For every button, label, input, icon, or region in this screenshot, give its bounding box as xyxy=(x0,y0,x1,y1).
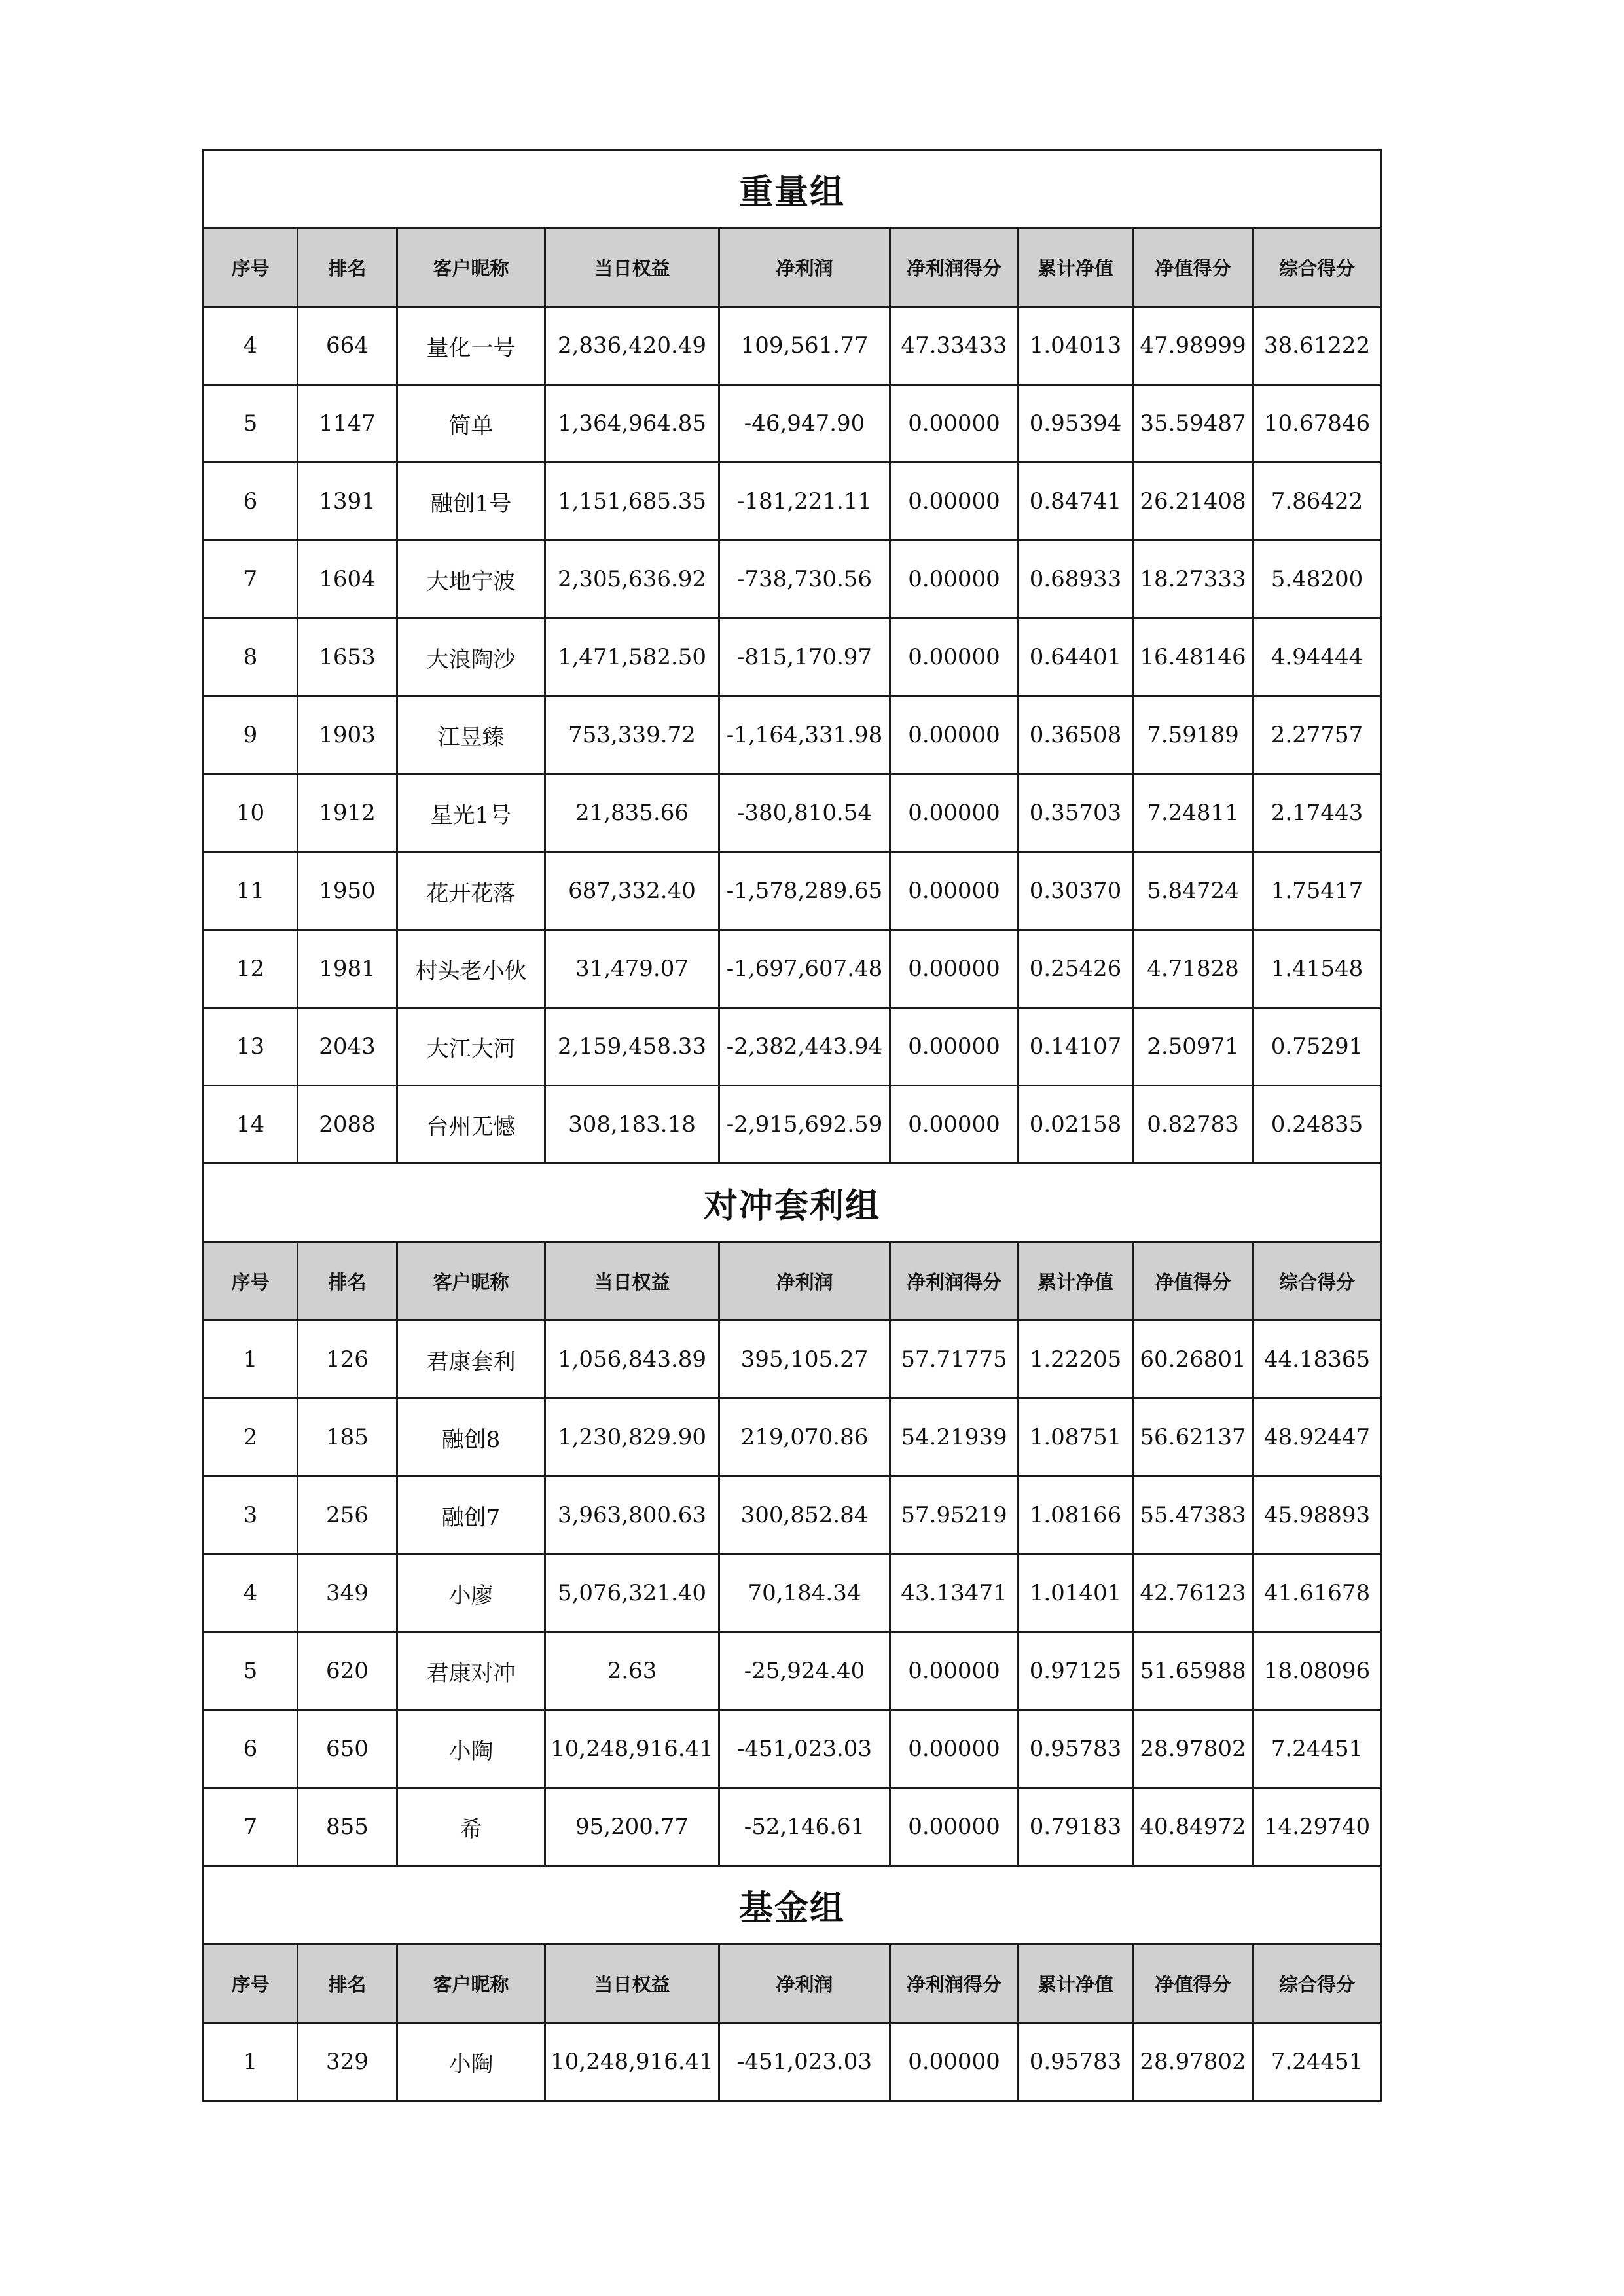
cell-rank: 1604 xyxy=(298,541,397,619)
column-header-rank: 排名 xyxy=(298,1242,397,1321)
cell-total-score: 18.08096 xyxy=(1254,1632,1381,1710)
table-row xyxy=(204,463,1381,541)
table-row xyxy=(204,307,1381,385)
cell-profit-score: 0.00000 xyxy=(890,1788,1019,1866)
cell-rank: 1147 xyxy=(298,385,397,463)
cell-equity: 1,230,829.90 xyxy=(545,1399,719,1477)
cell-nickname: 融创1号 xyxy=(397,463,545,541)
cell-total-score: 48.92447 xyxy=(1254,1399,1381,1477)
cell-nickname: 小廖 xyxy=(397,1554,545,1632)
cell-nickname: 融创8 xyxy=(397,1399,545,1477)
cell-rank: 1903 xyxy=(298,696,397,774)
cell-nickname: 简单 xyxy=(397,385,545,463)
cell-equity: 2,305,636.92 xyxy=(545,541,719,619)
cell-equity: 1,364,964.85 xyxy=(545,385,719,463)
cell-index: 5 xyxy=(204,385,298,463)
table-row xyxy=(204,930,1381,1008)
column-header-total-score: 综合得分 xyxy=(1254,1242,1381,1321)
cell-equity: 753,339.72 xyxy=(545,696,719,774)
cell-total-score: 1.41548 xyxy=(1254,930,1381,1008)
column-header-row xyxy=(204,1242,1381,1321)
cell-index: 1 xyxy=(204,2023,298,2101)
cell-index: 13 xyxy=(204,1008,298,1086)
column-header-nickname: 客户昵称 xyxy=(397,1242,545,1321)
cell-total-score: 45.98893 xyxy=(1254,1477,1381,1554)
cell-nav-score: 55.47383 xyxy=(1133,1477,1254,1554)
cell-profit-score: 0.00000 xyxy=(890,1086,1019,1164)
cell-nav-score: 18.27333 xyxy=(1133,541,1254,619)
table-row xyxy=(204,2023,1381,2101)
cell-cum-nav: 1.08166 xyxy=(1019,1477,1133,1554)
cell-index: 10 xyxy=(204,774,298,852)
cell-nickname: 量化一号 xyxy=(397,307,545,385)
cell-total-score: 7.86422 xyxy=(1254,463,1381,541)
cell-profit-score: 0.00000 xyxy=(890,774,1019,852)
cell-nav-score: 16.48146 xyxy=(1133,619,1254,696)
group-title-row xyxy=(204,1866,1381,1945)
column-header-nav-score: 净值得分 xyxy=(1133,228,1254,307)
cell-nav-score: 56.62137 xyxy=(1133,1399,1254,1477)
cell-net-profit: -2,915,692.59 xyxy=(719,1086,890,1164)
cell-profit-score: 0.00000 xyxy=(890,1008,1019,1086)
column-header-profit-score: 净利润得分 xyxy=(890,228,1019,307)
cell-index: 4 xyxy=(204,307,298,385)
column-header-net-profit: 净利润 xyxy=(719,1945,890,2023)
cell-net-profit: -1,578,289.65 xyxy=(719,852,890,930)
cell-index: 4 xyxy=(204,1554,298,1632)
cell-equity: 2,836,420.49 xyxy=(545,307,719,385)
group-title: 重量组 xyxy=(204,150,1381,228)
cell-profit-score: 0.00000 xyxy=(890,1710,1019,1788)
cell-index: 6 xyxy=(204,1710,298,1788)
cell-rank: 126 xyxy=(298,1321,397,1399)
cell-profit-score: 57.71775 xyxy=(890,1321,1019,1399)
cell-index: 5 xyxy=(204,1632,298,1710)
cell-nav-score: 40.84972 xyxy=(1133,1788,1254,1866)
cell-nav-score: 42.76123 xyxy=(1133,1554,1254,1632)
cell-cum-nav: 1.22205 xyxy=(1019,1321,1133,1399)
cell-rank: 650 xyxy=(298,1710,397,1788)
cell-rank: 256 xyxy=(298,1477,397,1554)
column-header-cum-nav: 累计净值 xyxy=(1019,1945,1133,2023)
cell-nickname: 小陶 xyxy=(397,1710,545,1788)
cell-equity: 2.63 xyxy=(545,1632,719,1710)
cell-rank: 1981 xyxy=(298,930,397,1008)
cell-cum-nav: 0.95783 xyxy=(1019,1710,1133,1788)
cell-profit-score: 0.00000 xyxy=(890,2023,1019,2101)
cell-nickname: 融创7 xyxy=(397,1477,545,1554)
cell-cum-nav: 0.02158 xyxy=(1019,1086,1133,1164)
cell-equity: 10,248,916.41 xyxy=(545,1710,719,1788)
cell-net-profit: 395,105.27 xyxy=(719,1321,890,1399)
cell-net-profit: -46,947.90 xyxy=(719,385,890,463)
cell-net-profit: -25,924.40 xyxy=(719,1632,890,1710)
cell-index: 8 xyxy=(204,619,298,696)
cell-total-score: 0.24835 xyxy=(1254,1086,1381,1164)
cell-nickname: 希 xyxy=(397,1788,545,1866)
cell-net-profit: -2,382,443.94 xyxy=(719,1008,890,1086)
cell-net-profit: -1,697,607.48 xyxy=(719,930,890,1008)
cell-index: 6 xyxy=(204,463,298,541)
cell-net-profit: -451,023.03 xyxy=(719,2023,890,2101)
cell-equity: 1,056,843.89 xyxy=(545,1321,719,1399)
cell-rank: 620 xyxy=(298,1632,397,1710)
cell-nav-score: 60.26801 xyxy=(1133,1321,1254,1399)
column-header-nickname: 客户昵称 xyxy=(397,228,545,307)
cell-cum-nav: 0.68933 xyxy=(1019,541,1133,619)
cell-cum-nav: 0.95394 xyxy=(1019,385,1133,463)
table-row xyxy=(204,1008,1381,1086)
column-header-equity: 当日权益 xyxy=(545,1242,719,1321)
cell-nav-score: 7.59189 xyxy=(1133,696,1254,774)
column-header-net-profit: 净利润 xyxy=(719,228,890,307)
cell-rank: 1653 xyxy=(298,619,397,696)
table-row xyxy=(204,541,1381,619)
cell-cum-nav: 0.35703 xyxy=(1019,774,1133,852)
cell-cum-nav: 0.25426 xyxy=(1019,930,1133,1008)
cell-nav-score: 51.65988 xyxy=(1133,1632,1254,1710)
group-title-row xyxy=(204,1164,1381,1242)
cell-profit-score: 0.00000 xyxy=(890,541,1019,619)
cell-net-profit: -52,146.61 xyxy=(719,1788,890,1866)
cell-index: 11 xyxy=(204,852,298,930)
cell-nickname: 花开花落 xyxy=(397,852,545,930)
cell-rank: 2043 xyxy=(298,1008,397,1086)
cell-nav-score: 7.24811 xyxy=(1133,774,1254,852)
cell-rank: 664 xyxy=(298,307,397,385)
table-row xyxy=(204,1788,1381,1866)
cell-index: 7 xyxy=(204,541,298,619)
column-header-nickname: 客户昵称 xyxy=(397,1945,545,2023)
cell-index: 7 xyxy=(204,1788,298,1866)
column-header-nav-score: 净值得分 xyxy=(1133,1242,1254,1321)
column-header-equity: 当日权益 xyxy=(545,1945,719,2023)
cell-net-profit: 109,561.77 xyxy=(719,307,890,385)
cell-cum-nav: 0.14107 xyxy=(1019,1008,1133,1086)
cell-total-score: 4.94444 xyxy=(1254,619,1381,696)
cell-profit-score: 0.00000 xyxy=(890,852,1019,930)
cell-cum-nav: 0.79183 xyxy=(1019,1788,1133,1866)
cell-total-score: 7.24451 xyxy=(1254,1710,1381,1788)
column-header-profit-score: 净利润得分 xyxy=(890,1945,1019,2023)
table-row xyxy=(204,1321,1381,1399)
cell-equity: 95,200.77 xyxy=(545,1788,719,1866)
group-title-row xyxy=(204,150,1381,228)
cell-total-score: 44.18365 xyxy=(1254,1321,1381,1399)
cell-profit-score: 0.00000 xyxy=(890,385,1019,463)
cell-total-score: 38.61222 xyxy=(1254,307,1381,385)
cell-nickname: 村头老小伙 xyxy=(397,930,545,1008)
column-header-row xyxy=(204,1945,1381,2023)
cell-nickname: 小陶 xyxy=(397,2023,545,2101)
cell-equity: 1,471,582.50 xyxy=(545,619,719,696)
cell-total-score: 10.67846 xyxy=(1254,385,1381,463)
group-title: 基金组 xyxy=(204,1866,1381,1945)
cell-cum-nav: 0.84741 xyxy=(1019,463,1133,541)
column-header-total-score: 综合得分 xyxy=(1254,228,1381,307)
cell-total-score: 5.48200 xyxy=(1254,541,1381,619)
cell-total-score: 41.61678 xyxy=(1254,1554,1381,1632)
cell-cum-nav: 0.64401 xyxy=(1019,619,1133,696)
cell-rank: 1912 xyxy=(298,774,397,852)
cell-nickname: 江昱臻 xyxy=(397,696,545,774)
column-header-rank: 排名 xyxy=(298,228,397,307)
cell-nickname: 君康对冲 xyxy=(397,1632,545,1710)
column-header-index: 序号 xyxy=(204,228,298,307)
cell-profit-score: 57.95219 xyxy=(890,1477,1019,1554)
cell-equity: 2,159,458.33 xyxy=(545,1008,719,1086)
column-header-equity: 当日权益 xyxy=(545,228,719,307)
cell-equity: 3,963,800.63 xyxy=(545,1477,719,1554)
cell-rank: 329 xyxy=(298,2023,397,2101)
table-row xyxy=(204,1554,1381,1632)
cell-index: 3 xyxy=(204,1477,298,1554)
table-row xyxy=(204,852,1381,930)
cell-nav-score: 28.97802 xyxy=(1133,2023,1254,2101)
table-row xyxy=(204,619,1381,696)
cell-nickname: 星光1号 xyxy=(397,774,545,852)
cell-net-profit: 219,070.86 xyxy=(719,1399,890,1477)
cell-cum-nav: 0.30370 xyxy=(1019,852,1133,930)
cell-cum-nav: 0.97125 xyxy=(1019,1632,1133,1710)
cell-nav-score: 2.50971 xyxy=(1133,1008,1254,1086)
cell-index: 9 xyxy=(204,696,298,774)
column-header-index: 序号 xyxy=(204,1242,298,1321)
cell-net-profit: 70,184.34 xyxy=(719,1554,890,1632)
cell-nav-score: 35.59487 xyxy=(1133,385,1254,463)
cell-rank: 349 xyxy=(298,1554,397,1632)
cell-equity: 31,479.07 xyxy=(545,930,719,1008)
cell-nav-score: 26.21408 xyxy=(1133,463,1254,541)
cell-profit-score: 0.00000 xyxy=(890,463,1019,541)
cell-net-profit: -815,170.97 xyxy=(719,619,890,696)
cell-profit-score: 43.13471 xyxy=(890,1554,1019,1632)
cell-equity: 10,248,916.41 xyxy=(545,2023,719,2101)
cell-index: 14 xyxy=(204,1086,298,1164)
cell-net-profit: -181,221.11 xyxy=(719,463,890,541)
cell-equity: 308,183.18 xyxy=(545,1086,719,1164)
cell-rank: 1391 xyxy=(298,463,397,541)
cell-profit-score: 0.00000 xyxy=(890,930,1019,1008)
cell-total-score: 2.17443 xyxy=(1254,774,1381,852)
cell-rank: 1950 xyxy=(298,852,397,930)
cell-nav-score: 0.82783 xyxy=(1133,1086,1254,1164)
cell-profit-score: 54.21939 xyxy=(890,1399,1019,1477)
cell-cum-nav: 1.01401 xyxy=(1019,1554,1133,1632)
table-row xyxy=(204,1477,1381,1554)
ranking-table xyxy=(202,149,1382,2102)
cell-index: 12 xyxy=(204,930,298,1008)
table-row xyxy=(204,1086,1381,1164)
table-row xyxy=(204,1710,1381,1788)
column-header-profit-score: 净利润得分 xyxy=(890,1242,1019,1321)
cell-rank: 855 xyxy=(298,1788,397,1866)
column-header-rank: 排名 xyxy=(298,1945,397,2023)
cell-nav-score: 28.97802 xyxy=(1133,1710,1254,1788)
table-row xyxy=(204,774,1381,852)
column-header-index: 序号 xyxy=(204,1945,298,2023)
cell-net-profit: -380,810.54 xyxy=(719,774,890,852)
cell-total-score: 7.24451 xyxy=(1254,2023,1381,2101)
cell-nickname: 大浪陶沙 xyxy=(397,619,545,696)
column-header-net-profit: 净利润 xyxy=(719,1242,890,1321)
cell-profit-score: 0.00000 xyxy=(890,1632,1019,1710)
table-row xyxy=(204,385,1381,463)
cell-cum-nav: 0.36508 xyxy=(1019,696,1133,774)
cell-nickname: 大地宁波 xyxy=(397,541,545,619)
cell-total-score: 2.27757 xyxy=(1254,696,1381,774)
cell-nav-score: 4.71828 xyxy=(1133,930,1254,1008)
table-row xyxy=(204,696,1381,774)
cell-profit-score: 0.00000 xyxy=(890,619,1019,696)
column-header-row xyxy=(204,228,1381,307)
cell-cum-nav: 1.08751 xyxy=(1019,1399,1133,1477)
cell-profit-score: 47.33433 xyxy=(890,307,1019,385)
cell-index: 1 xyxy=(204,1321,298,1399)
cell-rank: 185 xyxy=(298,1399,397,1477)
column-header-total-score: 综合得分 xyxy=(1254,1945,1381,2023)
cell-net-profit: -451,023.03 xyxy=(719,1710,890,1788)
cell-rank: 2088 xyxy=(298,1086,397,1164)
cell-cum-nav: 1.04013 xyxy=(1019,307,1133,385)
column-header-nav-score: 净值得分 xyxy=(1133,1945,1254,2023)
column-header-cum-nav: 累计净值 xyxy=(1019,228,1133,307)
group-title: 对冲套利组 xyxy=(204,1164,1381,1242)
table-row xyxy=(204,1632,1381,1710)
cell-nav-score: 47.98999 xyxy=(1133,307,1254,385)
cell-net-profit: -738,730.56 xyxy=(719,541,890,619)
cell-nickname: 君康套利 xyxy=(397,1321,545,1399)
column-header-cum-nav: 累计净值 xyxy=(1019,1242,1133,1321)
cell-net-profit: -1,164,331.98 xyxy=(719,696,890,774)
cell-equity: 21,835.66 xyxy=(545,774,719,852)
cell-total-score: 14.29740 xyxy=(1254,1788,1381,1866)
cell-equity: 5,076,321.40 xyxy=(545,1554,719,1632)
cell-total-score: 0.75291 xyxy=(1254,1008,1381,1086)
cell-cum-nav: 0.95783 xyxy=(1019,2023,1133,2101)
cell-nav-score: 5.84724 xyxy=(1133,852,1254,930)
cell-profit-score: 0.00000 xyxy=(890,696,1019,774)
cell-total-score: 1.75417 xyxy=(1254,852,1381,930)
cell-equity: 1,151,685.35 xyxy=(545,463,719,541)
cell-equity: 687,332.40 xyxy=(545,852,719,930)
cell-nickname: 台州无憾 xyxy=(397,1086,545,1164)
cell-index: 2 xyxy=(204,1399,298,1477)
cell-nickname: 大江大河 xyxy=(397,1008,545,1086)
table-row xyxy=(204,1399,1381,1477)
cell-net-profit: 300,852.84 xyxy=(719,1477,890,1554)
